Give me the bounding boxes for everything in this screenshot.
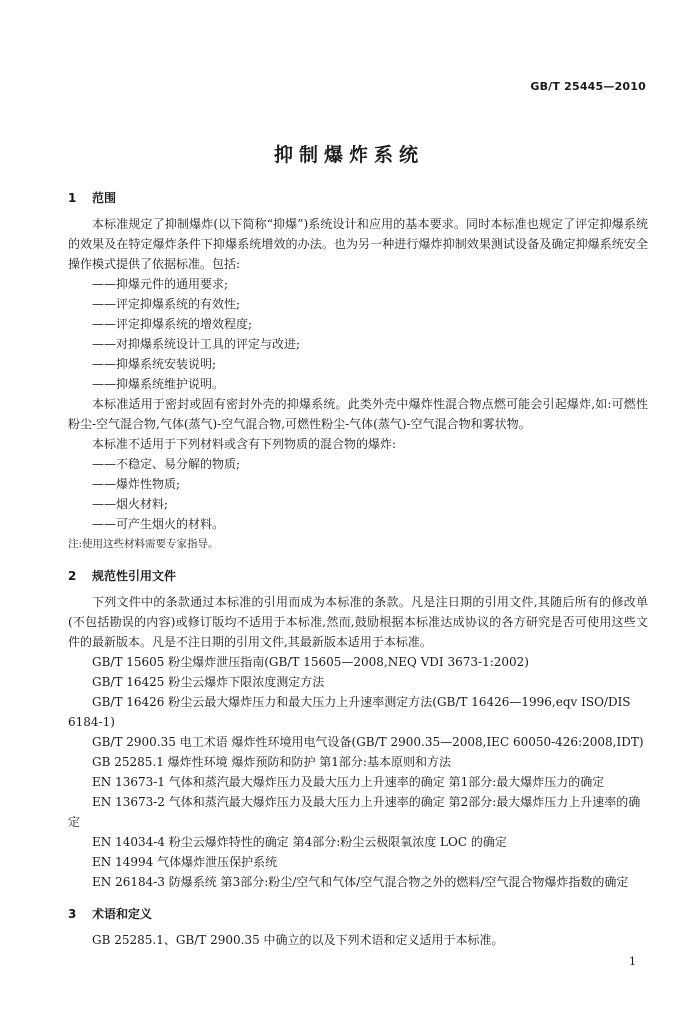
- reference-item: EN 14994 气体爆炸泄压保护系统: [92, 855, 278, 869]
- list-item: ——爆炸性物质;: [92, 477, 181, 491]
- section-2-heading: [68, 566, 648, 586]
- list-item: ——可产生烟火的材料。: [92, 517, 225, 531]
- section-number: 2: [68, 569, 77, 583]
- reference-item: GB/T 2900.35 电工术语 爆炸性环境用电气设备(GB/T 2900.35—2008,IEC 60050-426:2008,IDT): [92, 735, 644, 749]
- scope-paragraph-1: 本标准规定了抑制爆炸(以下简称“抑爆”)系统设计和应用的基本要求。同时本标准也规定了评定抑爆系统的效果及在特定爆炸条件下抑爆系统增效的办法。也为另一种进行爆炸抑制效果测试设备及确定抑爆系统安全操作模式提供了依据标准。包括:: [68, 217, 648, 271]
- reference-item: GB/T 16425 粉尘云爆炸下限浓度测定方法: [92, 675, 325, 689]
- section-title: 范围: [92, 191, 117, 205]
- reference-item: EN 26184-3 防爆系统 第3部分:粉尘/空气和气体/空气混合物之外的燃料/空气混合物爆炸指数的确定: [92, 875, 629, 889]
- scope-paragraph-2: 本标准适用于密封或固有密封外壳的抑爆系统。此类外壳中爆炸性混合物点燃可能会引起爆炸,如:可燃性粉尘-空气混合物,气体(蒸气)-空气混合物,可燃性粉尘-气体(蒸气)-空气混合物和雾状物。: [68, 397, 648, 431]
- list-item: ——评定抑爆系统的增效程度;: [92, 317, 253, 331]
- note: 注:使用这些材料需要专家指导。: [68, 538, 219, 550]
- reference-item: EN 13673-2 气体和蒸汽最大爆炸压力及最大压力上升速率的确定 第2部分:最大爆炸压力上升速率的确定: [68, 795, 641, 829]
- section-3-heading: [68, 904, 648, 924]
- reference-item: GB 25285.1 爆炸性环境 爆炸预防和防护 第1部分:基本原则和方法: [92, 755, 451, 769]
- reference-item: EN 13673-1 气体和蒸汽最大爆炸压力及最大压力上升速率的确定 第1部分:最大爆炸压力的确定: [92, 775, 605, 789]
- list-item: ——抑爆系统维护说明。: [92, 377, 225, 391]
- reference-item: EN 14034-4 粉尘云爆炸特性的确定 第4部分:粉尘云极限氧浓度 LOC 的确定: [92, 835, 507, 849]
- reference-item: GB/T 15605 粉尘爆炸泄压指南(GB/T 15605—2008,NEQ VDI 3673-1:2002): [92, 655, 529, 669]
- list-item: ——抑爆元件的通用要求;: [92, 277, 229, 291]
- list-item: ——烟火材料;: [92, 497, 169, 511]
- scope-paragraph-3: 本标准不适用于下列材料或含有下列物质的混合物的爆炸:: [92, 437, 397, 451]
- references-intro: 下列文件中的条款通过本标准的引用而成为本标准的条款。凡是注日期的引用文件,其随后所有的修改单(不包括勘误的内容)或修订版均不适用于本标准,然而,鼓励根据本标准达成协议的各方研究是否可使用这些文件的最新版本。凡是不注日期的引用文件,其最新版本适用于本标准。: [68, 595, 648, 649]
- list-item: ——评定抑爆系统的有效性;: [92, 297, 241, 311]
- list-item: ——不稳定、易分解的物质;: [92, 457, 241, 471]
- document-title: 抑制爆炸系统: [273, 144, 424, 166]
- document-body: [68, 188, 648, 950]
- terms-intro: GB 25285.1、GB/T 2900.35 中确立的以及下列术语和定义适用于本标准。: [92, 933, 504, 947]
- section-title: 术语和定义: [92, 907, 153, 921]
- reference-item: GB/T 16426 粉尘云最大爆炸压力和最大压力上升速率测定方法(GB/T 16426—1996,eqv ISO/DIS 6184-1): [68, 695, 631, 729]
- list-item: ——抑爆系统安装说明;: [92, 357, 217, 371]
- section-1-heading: [68, 188, 648, 208]
- section-number: 3: [68, 907, 77, 921]
- section-title: 规范性引用文件: [92, 569, 177, 583]
- standard-number: GB/T 25445—2010: [530, 80, 646, 93]
- section-number: 1: [68, 191, 77, 205]
- page-number: 1: [629, 955, 636, 968]
- list-item: ——对抑爆系统设计工具的评定与改进;: [92, 337, 301, 351]
